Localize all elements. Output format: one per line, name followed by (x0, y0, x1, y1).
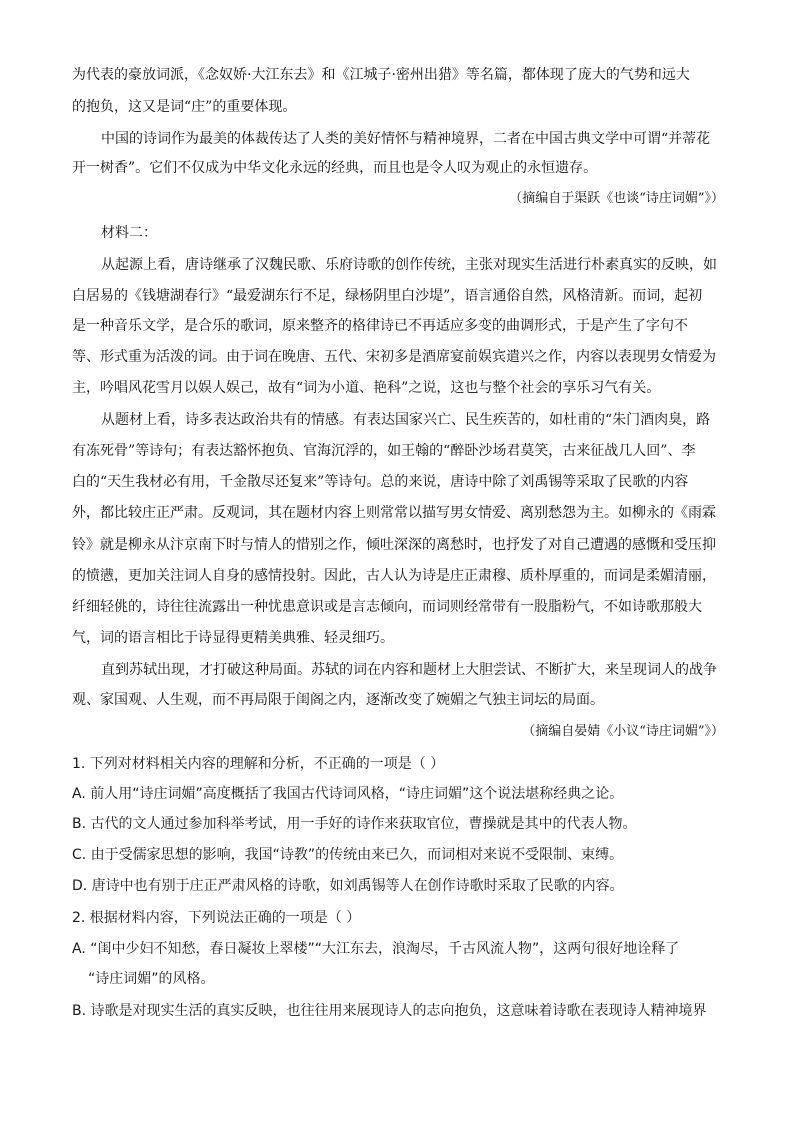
question-2-stem: 2. 根据材料内容，下列说法正确的一项是（ ） (72, 910, 361, 926)
material2-p2-line: 纤细轻佻的，诗往往流露出一种忧患意识或是言志倾向，而词则经常带有一股脂粉气，不如诗歌那般大 (72, 599, 702, 615)
material2-p2-line: 从题材上看，诗多表达政治共有的情感。有表达国家兴亡、民生疾苦的，如杜甫的“朱门酒肉臭，路 (101, 412, 711, 428)
question-1-option-d[interactable]: D. 唐诗中也有别于庄正严肃风格的诗歌，如刘禹锡等人在创作诗歌时采取了民歌的内容。 (72, 878, 624, 894)
material1-p2-line-1: 中国的诗词作为最美的体裁传达了人类的美好情怀与精神境界，二者在中国古典文学中可谓“并蒂花 (101, 131, 711, 147)
question-1-stem: 1. 下列对材料相关内容的理解和分析，不正确的一项是（ ） (72, 756, 445, 772)
question-1-option-a[interactable]: A. 前人用“诗庄词媚”高度概括了我国古代诗词风格，“诗庄词媚”这个说法堪称经典之论。 (72, 786, 624, 802)
material2-p2-line: 的愤懑，更加关注词人自身的感情投射。因此，古人认为诗是庄正肃穆、质朴厚重的，而词是柔媚清丽， (72, 568, 716, 584)
material2-heading: 材料二： (101, 225, 157, 241)
question-1-option-c[interactable]: C. 由于受儒家思想的影响，我国“诗教”的传统由来已久，而词相对来说不受限制、束缚。 (72, 847, 624, 863)
material2-p2-line: 铃》就是柳永从汴京南下时与情人的惜别之作，倾吐深深的离愁时，也抒发了对自己遭遇的感慨和受压抑 (72, 537, 716, 553)
material2-p2-line: 外，都比较庄正严肃。反观词，其在题材内容上则常常以描写男女情爱、离别愁怨为主。如柳永的《雨霖 (72, 505, 716, 521)
material2-p1-line: 主，吟唱风花雪月以娱人娱己，故有“词为小道、艳科”之说，这也与整个社会的享乐习气有关。 (72, 380, 661, 396)
material2-source: （摘编自晏婧《小议“诗庄词媚”》） (522, 724, 724, 739)
question-2-option-b[interactable]: B. 诗歌是对现实生活的真实反映，也往往用来展现诗人的志向抱负，这意味着诗歌在表现诗人精神境界 (72, 1003, 707, 1019)
question-2-option-a[interactable]: A. “闺中少妇不知愁，春日凝妆上翠楼”“大江东去，浪淘尽，千古风流人物”，这两句很好地诠释了 (72, 941, 680, 957)
material1-line-2: 的抱负，这又是词“庄”的重要体现。 (72, 99, 297, 115)
material2-p1-line: 等、形式重为活泼的词。由于词在晚唐、五代、宋初多是酒席宴前娱宾遣兴之作，内容以表现男女情爱为 (72, 349, 716, 365)
material2-p1-line: 从起源上看，唐诗继承了汉魏民歌、乐府诗歌的创作传统，主张对现实生活进行朴素真实的反映，如 (101, 257, 717, 273)
question-2-option-a-cont[interactable]: “诗庄词媚”的风格。 (88, 971, 215, 987)
material2-p3-line: 观、家国观、人生观，而不再局限于闺阁之内，逐渐改变了婉媚之气独主词坛的局面。 (72, 692, 604, 708)
material1-line-1: 为代表的豪放词派，《念奴娇·大江东去》和《江城子·密州出猎》等名篇，都体现了庞大的气势和远大 (72, 67, 690, 83)
material1-p2-line-2: 开一树香”。它们不仅成为中华文化永远的经典，而且也是令人叹为观止的永恒遗存。 (72, 160, 598, 176)
material1-source: （摘编自于渠跃《也谈“诗庄词媚”》） (509, 191, 724, 206)
material2-p2-line: 气，词的语言相比于诗显得更精美典雅、轻灵细巧。 (72, 630, 394, 646)
material2-p1-line: 白居易的《钱塘湖春行》“最爱湖东行不足，绿杨阴里白沙堤”，语言通俗自然，风格清新。而词，起初 (72, 288, 703, 304)
question-1-option-b[interactable]: B. 古代的文人通过参加科举考试，用一手好的诗作来获取官位，曹操就是其中的代表人物。 (72, 816, 637, 832)
material2-p1-line: 是一种音乐文学，是合乐的歌词，原来整齐的格律诗已不再适应多变的曲调形式，于是产生了字句不 (72, 318, 688, 334)
material2-p2-line: 有冻死骨”等诗句；有表达豁怀抱负、官海沉浮的，如王翰的“醉卧沙场君莫笑，古来征战几人回”、李 (72, 443, 696, 459)
material2-p2-line: 白的“天生我材必有用，千金散尽还复来”等诗句。总的来说，唐诗中除了刘禹锡等采取了民歌的内容 (72, 474, 689, 490)
material2-p3-line: 直到苏轼出现，才打破这种局面。苏轼的词在内容和题材上大胆尝试、不断扩大，来呈现词人的战争 (101, 662, 717, 678)
